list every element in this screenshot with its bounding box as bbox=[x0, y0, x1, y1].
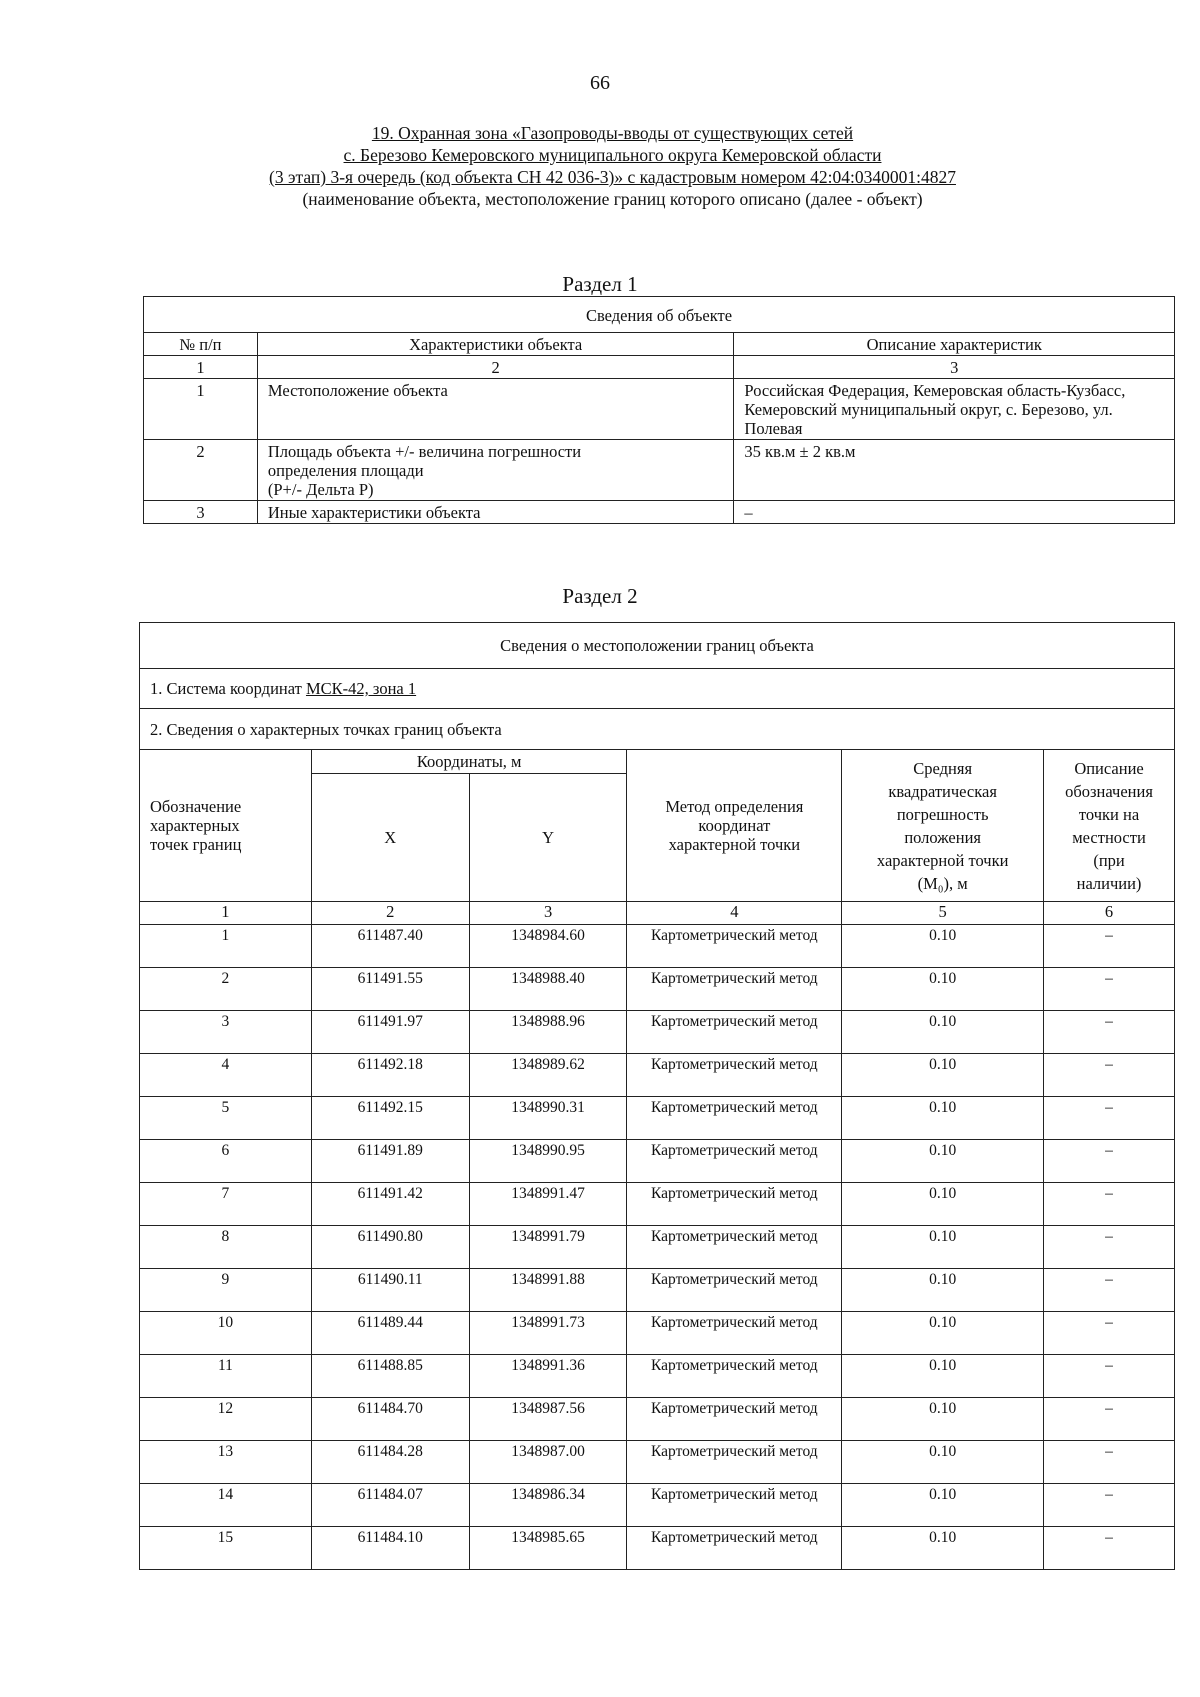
column-number: 1 bbox=[144, 356, 258, 379]
point-number: 4 bbox=[140, 1054, 312, 1097]
point-error: 0.10 bbox=[842, 1441, 1044, 1484]
point-number: 15 bbox=[140, 1527, 312, 1570]
point-description: – bbox=[1044, 1484, 1175, 1527]
coordinate-system-label: 1. Система координат bbox=[150, 679, 306, 698]
point-number: 9 bbox=[140, 1269, 312, 1312]
point-method: Картометрический метод bbox=[627, 1011, 842, 1054]
header-line: Метод определения bbox=[665, 797, 804, 816]
column-header-description bbox=[1044, 750, 1175, 902]
column-header-y: Y bbox=[469, 774, 627, 902]
header-line: характерной точки bbox=[876, 850, 1009, 870]
point-error: 0.10 bbox=[842, 1140, 1044, 1183]
point-y: 1348991.88 bbox=[469, 1269, 627, 1312]
point-x: 611491.55 bbox=[311, 968, 469, 1011]
table-row bbox=[144, 501, 1175, 524]
table-row bbox=[144, 440, 1175, 501]
point-x: 611491.97 bbox=[311, 1011, 469, 1054]
object-title-caption: (наименование объекта, местоположение границ которого описано (далее - объект) bbox=[302, 189, 923, 209]
point-description: – bbox=[1044, 1140, 1175, 1183]
point-error: 0.10 bbox=[842, 1097, 1044, 1140]
point-method: Картометрический метод bbox=[627, 1484, 842, 1527]
point-method: Картометрический метод bbox=[627, 925, 842, 968]
point-x: 611492.18 bbox=[311, 1054, 469, 1097]
column-number: 3 bbox=[469, 902, 627, 925]
point-y: 1348984.60 bbox=[469, 925, 627, 968]
point-method: Картометрический метод bbox=[627, 1398, 842, 1441]
table-row bbox=[140, 1097, 1175, 1140]
point-number: 13 bbox=[140, 1441, 312, 1484]
table-row bbox=[140, 1441, 1175, 1484]
header-line: положения bbox=[904, 827, 982, 847]
point-y: 1348988.96 bbox=[469, 1011, 627, 1054]
description: – bbox=[734, 501, 1175, 524]
table-row bbox=[140, 1226, 1175, 1269]
point-x: 611484.10 bbox=[311, 1527, 469, 1570]
table-row bbox=[140, 1054, 1175, 1097]
section1-title: Раздел 1 bbox=[562, 272, 638, 296]
header-line: координат bbox=[698, 816, 771, 835]
column-header-coordinates: Координаты, м bbox=[311, 750, 627, 774]
header-line: Обозначение bbox=[150, 797, 242, 816]
column-header: Характеристики объекта bbox=[257, 333, 734, 356]
point-description: – bbox=[1044, 1441, 1175, 1484]
column-number: 2 bbox=[257, 356, 734, 379]
point-method: Картометрический метод bbox=[627, 1054, 842, 1097]
point-x: 611488.85 bbox=[311, 1355, 469, 1398]
point-method: Картометрический метод bbox=[627, 1441, 842, 1484]
point-y: 1348991.47 bbox=[469, 1183, 627, 1226]
point-y: 1348991.36 bbox=[469, 1355, 627, 1398]
table-row bbox=[140, 1312, 1175, 1355]
point-number: 8 bbox=[140, 1226, 312, 1269]
characteristic: Местоположение объекта bbox=[257, 379, 734, 440]
section2-title: Раздел 2 bbox=[562, 584, 638, 608]
column-header-designation bbox=[140, 750, 312, 902]
characteristic bbox=[257, 440, 734, 501]
point-error: 0.10 bbox=[842, 1355, 1044, 1398]
point-x: 611490.11 bbox=[311, 1269, 469, 1312]
point-error: 0.10 bbox=[842, 968, 1044, 1011]
point-description: – bbox=[1044, 1355, 1175, 1398]
point-method: Картометрический метод bbox=[627, 1183, 842, 1226]
point-number: 5 bbox=[140, 1097, 312, 1140]
table-row bbox=[140, 1355, 1175, 1398]
table-row bbox=[140, 1183, 1175, 1226]
table-row bbox=[140, 1527, 1175, 1570]
characteristic-line: определения площади bbox=[267, 461, 424, 480]
column-number: 2 bbox=[311, 902, 469, 925]
point-number: 3 bbox=[140, 1011, 312, 1054]
point-method: Картометрический метод bbox=[627, 1226, 842, 1269]
table-row bbox=[140, 1140, 1175, 1183]
point-y: 1348988.40 bbox=[469, 968, 627, 1011]
point-method: Картометрический метод bbox=[627, 1355, 842, 1398]
header-line: характерных bbox=[150, 816, 240, 835]
point-x: 611491.89 bbox=[311, 1140, 469, 1183]
point-x: 611492.15 bbox=[311, 1097, 469, 1140]
header-line: Описание bbox=[1074, 758, 1144, 778]
coordinate-system bbox=[140, 669, 1175, 709]
point-method: Картометрический метод bbox=[627, 1527, 842, 1570]
point-number: 6 bbox=[140, 1140, 312, 1183]
point-method: Картометрический метод bbox=[627, 1097, 842, 1140]
point-number: 2 bbox=[140, 968, 312, 1011]
point-description: – bbox=[1044, 925, 1175, 968]
page-number: 66 bbox=[590, 72, 610, 94]
header-line: местности bbox=[1072, 827, 1146, 847]
point-x: 611491.42 bbox=[311, 1183, 469, 1226]
column-number: 3 bbox=[734, 356, 1175, 379]
header-line: характерной точки bbox=[668, 835, 801, 854]
table-row bbox=[144, 379, 1175, 440]
point-error: 0.10 bbox=[842, 1312, 1044, 1355]
point-error: 0.10 bbox=[842, 1484, 1044, 1527]
point-number: 7 bbox=[140, 1183, 312, 1226]
table-row bbox=[140, 968, 1175, 1011]
point-x: 611484.70 bbox=[311, 1398, 469, 1441]
point-description: – bbox=[1044, 1312, 1175, 1355]
characteristic-line: Площадь объекта +/- величина погрешности bbox=[267, 442, 582, 461]
header-line: погрешность bbox=[896, 804, 989, 824]
characteristic: Иные характеристики объекта bbox=[257, 501, 734, 524]
object-title-line: (3 этап) 3-я очередь (код объекта СН 42 036-3)» с кадастровым номером 42:04:0340001:4827 bbox=[269, 167, 956, 187]
point-x: 611484.07 bbox=[311, 1484, 469, 1527]
header-line: точек границ bbox=[150, 835, 242, 854]
point-description: – bbox=[1044, 1097, 1175, 1140]
column-header: Описание характеристик bbox=[734, 333, 1175, 356]
point-error: 0.10 bbox=[842, 925, 1044, 968]
object-title-line: 19. Охранная зона «Газопроводы-вводы от существующих сетей bbox=[371, 123, 854, 143]
point-x: 611489.44 bbox=[311, 1312, 469, 1355]
header-line: обозначения bbox=[1065, 781, 1153, 801]
point-description: – bbox=[1044, 1011, 1175, 1054]
column-number: 4 bbox=[627, 902, 842, 925]
point-y: 1348989.62 bbox=[469, 1054, 627, 1097]
table-row bbox=[140, 1398, 1175, 1441]
point-method: Картометрический метод bbox=[627, 1312, 842, 1355]
column-header: № п/п bbox=[144, 333, 258, 356]
point-error: 0.10 bbox=[842, 1527, 1044, 1570]
points-header: 2. Сведения о характерных точках границ объекта bbox=[140, 709, 1175, 750]
point-number: 1 bbox=[140, 925, 312, 968]
point-description: – bbox=[1044, 1269, 1175, 1312]
table-header: Сведения о местоположении границ объекта bbox=[140, 623, 1175, 669]
point-y: 1348990.31 bbox=[469, 1097, 627, 1140]
point-error: 0.10 bbox=[842, 1183, 1044, 1226]
header-line: наличии) bbox=[1076, 873, 1142, 893]
column-header-x: X bbox=[311, 774, 469, 902]
point-error: 0.10 bbox=[842, 1398, 1044, 1441]
point-y: 1348991.73 bbox=[469, 1312, 627, 1355]
point-number: 14 bbox=[140, 1484, 312, 1527]
point-error: 0.10 bbox=[842, 1011, 1044, 1054]
column-number: 5 bbox=[842, 902, 1044, 925]
table-row bbox=[140, 1484, 1175, 1527]
point-error: 0.10 bbox=[842, 1054, 1044, 1097]
point-y: 1348987.00 bbox=[469, 1441, 627, 1484]
row-number: 2 bbox=[144, 440, 258, 501]
row-number: 1 bbox=[144, 379, 258, 440]
column-header-method bbox=[627, 750, 842, 902]
header-line: точки на bbox=[1078, 804, 1140, 824]
point-description: – bbox=[1044, 1527, 1175, 1570]
table-row bbox=[140, 925, 1175, 968]
description: Российская Федерация, Кемеровская область-Кузбасс, Кемеровский муниципальный округ, с. Березово, ул. Полевая bbox=[734, 379, 1175, 440]
point-number: 11 bbox=[140, 1355, 312, 1398]
header-line: квадратическая bbox=[888, 781, 997, 801]
column-header-error bbox=[842, 750, 1044, 902]
point-x: 611484.28 bbox=[311, 1441, 469, 1484]
point-y: 1348991.79 bbox=[469, 1226, 627, 1269]
point-number: 10 bbox=[140, 1312, 312, 1355]
point-x: 611490.80 bbox=[311, 1226, 469, 1269]
description: 35 кв.м ± 2 кв.м bbox=[734, 440, 1175, 501]
header-line: (M₀), м bbox=[917, 873, 968, 893]
point-y: 1348990.95 bbox=[469, 1140, 627, 1183]
point-method: Картометрический метод bbox=[627, 1140, 842, 1183]
point-x: 611487.40 bbox=[311, 925, 469, 968]
header-line: (при bbox=[1093, 850, 1125, 870]
point-y: 1348987.56 bbox=[469, 1398, 627, 1441]
point-number: 12 bbox=[140, 1398, 312, 1441]
object-title bbox=[150, 122, 1075, 210]
row-number: 3 bbox=[144, 501, 258, 524]
column-number: 6 bbox=[1044, 902, 1175, 925]
point-method: Картометрический метод bbox=[627, 1269, 842, 1312]
boundary-points-table bbox=[139, 622, 1175, 1570]
coordinate-system-value: МСК-42, зона 1 bbox=[305, 679, 417, 698]
point-error: 0.10 bbox=[842, 1226, 1044, 1269]
point-description: – bbox=[1044, 1054, 1175, 1097]
point-y: 1348985.65 bbox=[469, 1527, 627, 1570]
header-line: Средняя bbox=[913, 758, 973, 778]
point-y: 1348986.34 bbox=[469, 1484, 627, 1527]
object-title-line: с. Березово Кемеровского муниципального округа Кемеровской области bbox=[343, 145, 882, 165]
point-description: – bbox=[1044, 1398, 1175, 1441]
point-description: – bbox=[1044, 1183, 1175, 1226]
characteristic-line: (Р+/- Дельта Р) bbox=[267, 480, 374, 499]
table-row bbox=[140, 1011, 1175, 1054]
point-description: – bbox=[1044, 1226, 1175, 1269]
point-description: – bbox=[1044, 968, 1175, 1011]
object-info-table bbox=[143, 296, 1175, 524]
table-row bbox=[140, 1269, 1175, 1312]
point-method: Картометрический метод bbox=[627, 968, 842, 1011]
column-number: 1 bbox=[140, 902, 312, 925]
table-header: Сведения об объекте bbox=[144, 297, 1175, 333]
point-error: 0.10 bbox=[842, 1269, 1044, 1312]
